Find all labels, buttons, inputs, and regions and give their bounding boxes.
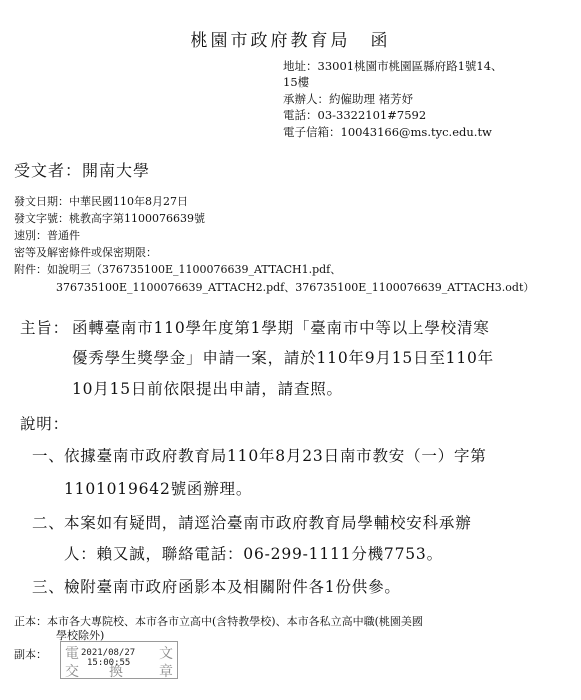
subject-line-1: 函轉臺南市110學年度第1學期「臺南市中等以上學校清寒 (72, 319, 490, 337)
main-recipients-line-2: 學校除外) (56, 629, 105, 642)
stamp-char: 電 (65, 646, 79, 662)
item-1-line-2: 1101019642號函辦理。 (64, 480, 253, 498)
subject-label: 主旨： (20, 319, 69, 337)
delivery-speed: 速別：普通件 (14, 229, 80, 242)
address-line-1: 地址：33001桃園市桃園區縣府路1號14、 (283, 59, 503, 73)
contact-email: 電子信箱：10043166@ms.tyc.edu.tw (283, 125, 492, 139)
explanation-label: 說明： (20, 415, 69, 433)
attachments-line-1: 附件：如說明三（376735100E_1100076639_ATTACH1.pdf、 (14, 263, 342, 276)
address-line-2: 15樓 (283, 75, 310, 89)
item-1-number: 一、 (32, 447, 65, 465)
stamp-char: 交 (65, 664, 79, 680)
item-3-number: 三、 (32, 578, 65, 596)
attachments-line-2: 376735100E_1100076639_ATTACH2.pdf、376735100E_1100076639_ATTACH3.odt） (56, 281, 535, 294)
document-number: 發文字號：桃教高字第1100076639號 (14, 212, 205, 225)
contact-phone: 電話：03-3322101#7592 (283, 108, 427, 122)
item-2-number: 二、 (32, 514, 65, 532)
stamp-date: 2021/08/27 (81, 648, 136, 658)
document-title: 桃園市政府教育局 函 (190, 31, 391, 51)
item-3-line-1: 檢附臺南市政府函影本及相關附件各1份供參。 (64, 578, 401, 596)
subject-line-2: 優秀學生獎學金」申請一案，請於110年9月15日至110年 (72, 349, 494, 367)
main-recipients-line-1: 正本：本市各大專院校、本市各市立高中(含特教學校)、本市各私立高中職(桃園美國 (14, 615, 423, 628)
exchange-stamp (60, 641, 178, 679)
subject-line-3: 10月15日前依限提出申請，請查照。 (72, 380, 343, 398)
stamp-char: 文 (159, 646, 173, 662)
stamp-time: 15:00:55 (87, 658, 131, 668)
copy-recipients-label: 副本： (14, 648, 47, 661)
contact-person: 承辦人：約僱助理 褚芳妤 (283, 92, 414, 106)
stamp-char: 換 (109, 664, 123, 680)
item-2-line-2: 人：賴又誠，聯絡電話：06-299-1111分機7753。 (64, 545, 443, 563)
stamp-char: 章 (159, 664, 173, 680)
issue-date: 發文日期：中華民國110年8月27日 (14, 195, 188, 208)
secrecy-level: 密等及解密條件或保密期限： (14, 246, 157, 259)
item-2-line-1: 本案如有疑問，請逕洽臺南市政府教育局學輔校安科承辦 (64, 514, 472, 532)
item-1-line-1: 依據臺南市政府教育局110年8月23日南市教安（一）字第 (64, 447, 487, 465)
recipient: 受文者：開南大學 (14, 161, 151, 180)
